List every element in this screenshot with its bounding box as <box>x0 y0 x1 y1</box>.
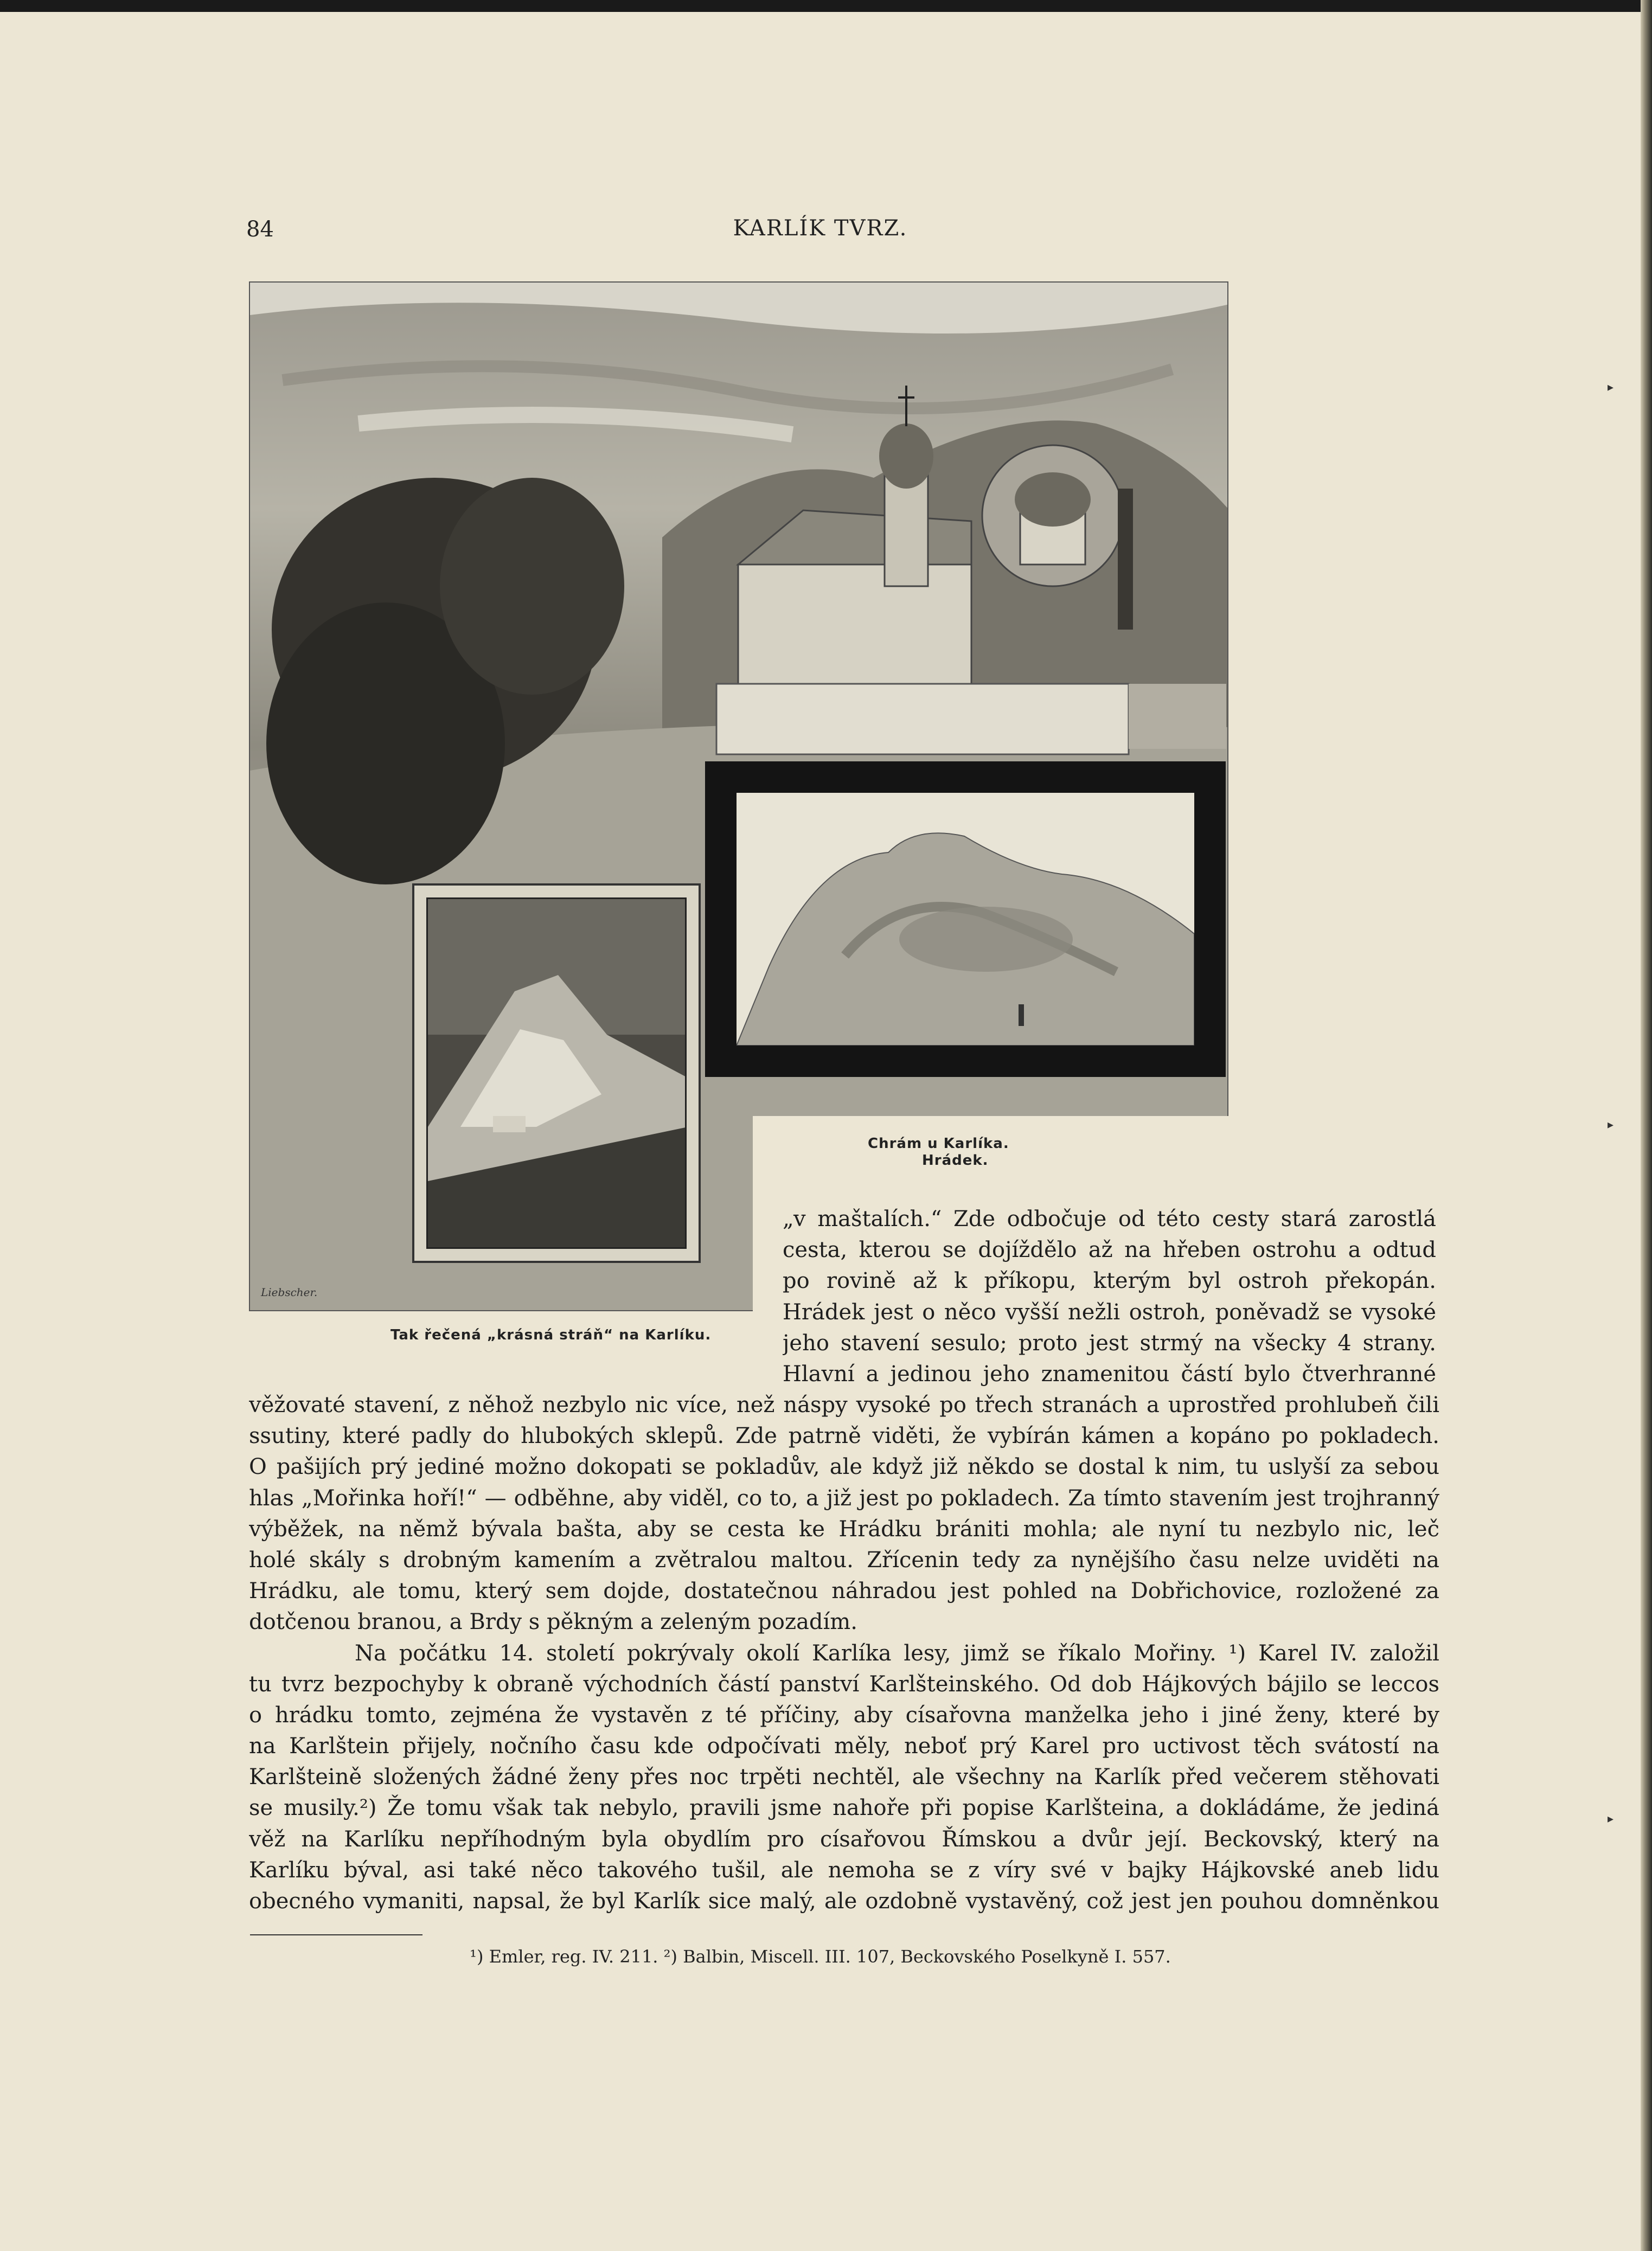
inset-hradek-picture <box>737 793 1194 1046</box>
text-line: se musily.²) Že tomu však tak nebylo, pravili jsme nahoře při popise Karlšteina, a dokládáme, že jediná <box>249 1795 1439 1821</box>
text-line: o hrádku tomto, zejména že vystavěn z té příčiny, aby císařovna manželka jeho i jiné ženy, které by <box>249 1702 1439 1728</box>
inset-krasna-stran-picture <box>426 897 687 1249</box>
book-binding-edge <box>1641 0 1652 2251</box>
inset-krasna-stran <box>412 883 701 1263</box>
running-title: KARLÍK TVRZ. <box>733 216 908 241</box>
text-line: věž na Karlíku nepříhodným byla obydlím pro císařovou Římskou a dvůr její. Beckovský, který na <box>249 1826 1439 1852</box>
text-line: Hrádku, ale tomu, který sem dojde, dostatečnou náhradou jest pohled na Dobřichovice, rozložené za <box>249 1579 1439 1604</box>
caption-krasna-stran: Tak řečená „krásná stráň“ na Karlíku. <box>390 1327 712 1343</box>
text-line: dotčenou branou, a Brdy s pěkným a zeleným pozadím. <box>249 1609 857 1635</box>
text-line: Karlšteině složených žádné ženy přes noc trpěti nechtěl, ale všechny na Karlík před večerem stěhovati <box>249 1765 1439 1790</box>
text-line: věžovaté stavení, z něhož nezbylo nic více, než náspy vysoké po třech stranách a uprostřed prohlubeň čili <box>249 1393 1439 1418</box>
book-page <box>0 12 1641 2251</box>
footnotes: ¹) Emler, reg. IV. 211. ²) Balbin, Miscell. III. 107, Beckovského Poselkyně I. 557. <box>470 1946 1171 1967</box>
engraver-signature: Liebscher. <box>261 1286 318 1299</box>
text-line: na Karlštein přijely, nočního času kde odpočívati měly, neboť prý Karel pro uctivost těch svátostí na <box>249 1734 1439 1759</box>
text-line: ssutiny, které padly do hlubokých sklepů. Zde patrně viděti, že vybírán kámen a kopáno po pokladech. <box>249 1423 1439 1449</box>
text-line: tu tvrz bezpochyby k obraně východních částí panství Karlšteinského. Od dob Hájkových bájilo se leccos <box>249 1671 1439 1697</box>
text-line-indented: Na počátku 14. století pokrývaly okolí Karlíka lesy, jimž se říkalo Mořiny. ¹) Karel IV. založil <box>355 1640 1439 1666</box>
inset-hradek <box>705 761 1226 1077</box>
text-line <box>249 1638 1439 1669</box>
paragraph-main <box>249 1390 1439 1917</box>
text-line: hlas „Mořinka hoří!“ — odběhne, aby viděl, co to, a již jest po pokladech. Za tímto stavením jest trojhranný <box>249 1485 1439 1511</box>
text-line: O pašijích prý jediné možno dokopati se pokladův, ale když již někdo se dostal k nim, tu uslyší za sebou <box>249 1454 1439 1480</box>
text-line: Hlavní a jedinou jeho znamenitou částí bylo čtverhranné <box>783 1361 1436 1387</box>
text-line: výběžek, na němž bývala bašta, aby se cesta ke Hrádku brániti mohla; ale nyní tu nezbylo nic, leč <box>249 1516 1439 1542</box>
text-line: holé skály s drobným kamením a zvětralou maltou. Zřícenin tedy za nynějšího času nelze uviděti na <box>249 1547 1439 1573</box>
text-line: jeho stavení sesulo; proto jest strmý na všecky 4 strany. <box>783 1330 1436 1356</box>
page-number: 84 <box>246 217 274 242</box>
text-line: obecného vymaniti, napsal, že byl Karlík sice malý, ale ozdobně vystavěný, což jest jen pouhou domněnkou <box>249 1889 1439 1914</box>
text-line: po rovině až k příkopu, kterým byl ostroh překopán. <box>783 1268 1436 1294</box>
margin-mark: ▸ <box>1607 1812 1613 1826</box>
text-line: „v maštalích.“ Zde odbočuje od této cesty stará zarostlá <box>783 1207 1436 1232</box>
text-line: cesta, kterou se dojíždělo až na hřeben ostrohu a odtud <box>783 1237 1436 1263</box>
margin-mark: ▸ <box>1607 381 1613 394</box>
margin-mark: ▸ <box>1607 1118 1613 1132</box>
footnote-rule <box>250 1934 422 1935</box>
caption-hradek: Hrádek. <box>922 1152 989 1169</box>
caption-chram: Chrám u Karlíka. <box>868 1136 1009 1152</box>
text-line: Hrádek jest o něco vyšší nežli ostroh, poněvadž se vysoké <box>783 1299 1436 1325</box>
paragraph-top <box>783 1204 1436 1390</box>
text-line: Karlíku býval, asi také něco takového tušil, ale nemoha se z víry své v bajky Hájkovské aneb lidu <box>249 1857 1439 1883</box>
